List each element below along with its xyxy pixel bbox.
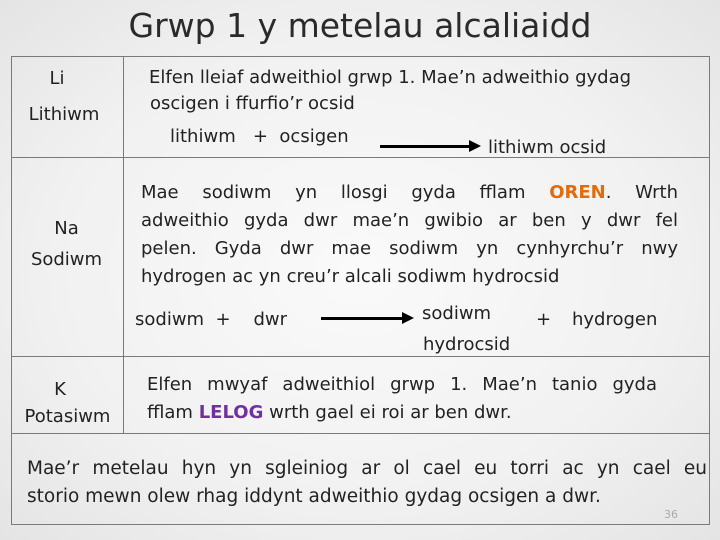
sodium-text-line3: pelen. Gyda dwr mae sodiwm yn cynhyrchu’r nwy <box>141 238 678 259</box>
symbol-cell-potassium <box>11 356 124 434</box>
lithium-text-line2: oscigen i ffurfio’r ocsid <box>150 93 355 114</box>
page-number: 36 <box>664 508 678 521</box>
element-name-lithium: Lithiwm <box>28 104 100 125</box>
footer-text-line2: storio mewn olew rhag iddynt adweithio gydag ocsigen a dwr. <box>27 486 601 507</box>
sodium-equation-reactants: sodiwm + dwr <box>135 309 288 330</box>
description-cell-sodium <box>123 157 710 357</box>
element-symbol-li: Li <box>49 68 65 89</box>
sodium-line1-end: . Wrth <box>605 182 678 203</box>
potassium-text-line2 <box>147 400 512 426</box>
page-title: Grwp 1 y metelau alcaliaidd <box>128 6 592 45</box>
element-name-sodium: Sodiwm <box>30 249 103 270</box>
lithium-equation-reactants: lithiwm + ocsigen <box>170 126 349 147</box>
sodium-product-line2: hydrocsid <box>423 334 511 355</box>
potassium-line2-start: fflam <box>147 402 193 423</box>
lithium-text-line1: Elfen lleiaf adweithiol grwp 1. Mae’n adweithio gydag <box>149 67 632 88</box>
sodium-reaction-arrow <box>321 317 404 320</box>
sodium-line1-start: Mae sodiwm yn llosgi gyda fflam <box>141 182 526 203</box>
flame-color-orange: OREN <box>549 182 606 203</box>
footer-box <box>11 433 710 525</box>
sodium-equation-plus: + <box>536 309 552 330</box>
element-symbol-na: Na <box>54 218 79 239</box>
flame-color-lilac: LELOG <box>198 402 264 423</box>
potassium-line2-end: wrth gael ei roi ar ben dwr. <box>269 402 512 423</box>
lithium-equation-product: lithiwm ocsid <box>488 137 607 158</box>
description-cell-potassium <box>123 356 710 434</box>
potassium-text-line1: Elfen mwyaf adweithiol grwp 1. Mae’n tanio gyda <box>147 374 657 395</box>
symbol-cell-lithium <box>11 56 124 158</box>
element-symbol-k: K <box>54 379 66 400</box>
description-cell-lithium <box>123 56 710 158</box>
symbol-cell-sodium <box>11 157 124 357</box>
element-name-potassium: Potasiwm <box>24 406 111 427</box>
sodium-text-line4: hydrogen ac yn creu’r alcali sodiwm hydrocsid <box>141 266 560 287</box>
footer-text-line1: Mae’r metelau hyn yn sgleiniog ar ol cael eu torri ac yn cael eu <box>27 458 707 479</box>
sodium-equation-hydrogen: hydrogen <box>572 309 658 330</box>
lithium-reaction-arrow <box>380 145 471 148</box>
sodium-product-line1: sodiwm <box>422 303 492 324</box>
sodium-text-line2: adweithio gyda dwr mae’n gwibio ar ben y dwr fel <box>141 210 678 231</box>
sodium-text-line1 <box>141 180 678 206</box>
